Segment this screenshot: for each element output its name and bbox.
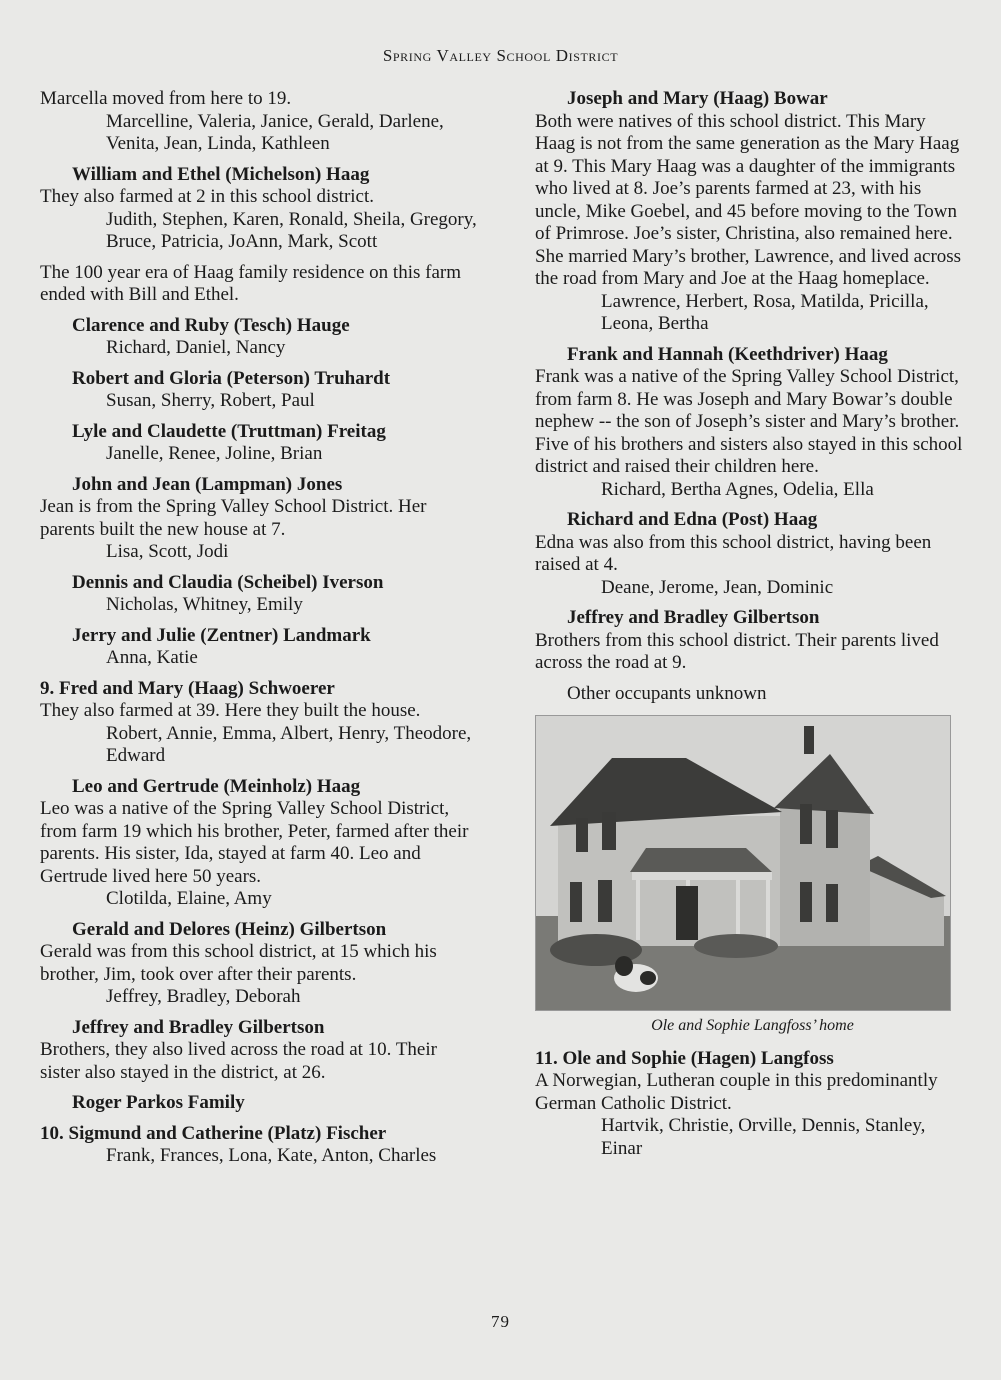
children-list: Jeffrey, Bradley, Deborah (106, 986, 301, 1007)
children-list: Clotilda, Elaine, Amy (106, 888, 272, 909)
children-list: Richard, Bertha Agnes, Odelia, Ella (601, 478, 874, 500)
entry (40, 919, 480, 1009)
family-heading: Clarence and Ruby (Tesch) Hauge (72, 314, 350, 336)
children-list: Richard, Daniel, Nancy (106, 337, 286, 358)
photo-caption: Ole and Sophie Langfoss’ home (651, 1017, 854, 1034)
entry (40, 88, 480, 156)
entry (535, 607, 970, 675)
farm-number-heading: 10. Sigmund and Catherine (Platz) Fischer (40, 1122, 387, 1144)
running-header: Spring Valley School District (382, 46, 619, 65)
entry (40, 1017, 480, 1085)
entry (40, 368, 480, 413)
family-heading: Frank and Hannah (Keethdriver) Haag (567, 343, 888, 365)
children-list: Deane, Jerome, Jean, Dominic (601, 576, 834, 598)
entry-body: A Norwegian, Lutheran couple in this predominantly German Catholic District. (535, 1070, 938, 1114)
family-heading: Jerry and Julie (Zentner) Landmark (72, 624, 371, 646)
family-heading: Joseph and Mary (Haag) Bowar (567, 88, 828, 109)
family-heading: Lyle and Claudette (Truttman) Freitag (72, 420, 386, 442)
children-list: Susan, Sherry, Robert, Paul (106, 390, 315, 411)
page-number: 79 (491, 1312, 510, 1331)
children-list: Janelle, Renee, Joline, Brian (106, 443, 323, 464)
entry-body: Frank was a native of the Spring Valley School District, from farm 8. He was Joseph and Mary Bowar’s double nephew -- the son of Joseph’s sister and Mary’s brother. Five of his brothers and sisters also stayed in this school district and raised their children here. (535, 366, 963, 477)
entry-body: Other occupants unknown (567, 682, 767, 704)
entry (40, 776, 480, 911)
entry (535, 344, 970, 502)
right-column (535, 88, 970, 1168)
entry (535, 683, 970, 706)
entry (40, 1123, 480, 1168)
house-photo (535, 715, 951, 1011)
family-heading: Leo and Gertrude (Meinholz) Haag (72, 775, 361, 797)
children-list: Robert, Annie, Emma, Albert, Henry, Theodore, Edward (106, 722, 472, 766)
entry-body: Jean is from the Spring Valley School District. Her parents built the new house at 7. (40, 496, 427, 540)
family-heading: Jeffrey and Bradley Gilbertson (567, 607, 820, 628)
children-list: Frank, Frances, Lona, Kate, Anton, Charles (106, 1145, 437, 1166)
children-list: Hartvik, Christie, Orville, Dennis, Stanley, Einar (601, 1115, 926, 1159)
entry (40, 1092, 480, 1115)
entry (40, 572, 480, 617)
children-list: Judith, Stephen, Karen, Ronald, Sheila, Gregory, Bruce, Patricia, JoAnn, Mark, Scott (106, 208, 477, 252)
entry (40, 474, 480, 564)
entry (40, 262, 480, 307)
entry-body: Both were natives of this school district. This Mary Haag is not from the same generation as the Mary Haag at 9. This Mary Haag was a daughter of the immigrants who lived at 8. Joe’s parents farmed at 23, with his uncle, Mike Goebel, and 45 before moving to the Town of Primrose. Joe’s sister, Christina, also remained here. She married Mary’s brother, Lawrence, and lived across the road from Mary and Joe at the Haag homeplace. (535, 110, 962, 289)
entry-body: Brothers from this school district. Their parents lived across the road at 9. (535, 629, 939, 673)
entry-body: Gerald was from this school district, at 15 which his brother, Jim, took over after their parents. (40, 941, 437, 985)
entry (40, 678, 480, 768)
entry (535, 509, 970, 599)
family-heading: Roger Parkos Family (72, 1092, 245, 1113)
entry-body: The 100 year era of Haag family residence on this farm ended with Bill and Ethel. (40, 261, 461, 305)
entry-body: Leo was a native of the Spring Valley School District, from farm 19 which his brother, Peter, farmed after their parents. His sister, Ida, stayed at farm 40. Leo and Gertrude lived here 50 years. (40, 798, 469, 887)
children-list: Anna, Katie (106, 647, 198, 668)
family-heading: Richard and Edna (Post) Haag (567, 509, 818, 530)
family-heading: Jeffrey and Bradley Gilbertson (72, 1016, 325, 1038)
entry (40, 315, 480, 360)
entry (40, 421, 480, 466)
children-list: Lawrence, Herbert, Rosa, Matilda, Pricilla, Leona, Bertha (601, 290, 929, 334)
family-heading: Robert and Gloria (Peterson) Truhardt (72, 367, 391, 389)
entry (535, 1048, 970, 1161)
family-heading: Gerald and Delores (Heinz) Gilbertson (72, 918, 387, 940)
family-heading: Dennis and Claudia (Scheibel) Iverson (72, 571, 384, 593)
entry (40, 164, 480, 254)
entry-body: They also farmed at 39. Here they built the house. (40, 700, 421, 721)
family-heading: William and Ethel (Michelson) Haag (72, 163, 370, 185)
farm-number-heading: 11. Ole and Sophie (Hagen) Langfoss (535, 1047, 834, 1069)
entry-body: Edna was also from this school district, having been raised at 4. (535, 531, 932, 575)
entry (535, 88, 970, 336)
entry (40, 625, 480, 670)
children-list: Lisa, Scott, Jodi (106, 541, 229, 562)
entry-body: Marcella moved from here to 19. (40, 88, 292, 109)
children-list: Marcelline, Valeria, Janice, Gerald, Darlene, Venita, Jean, Linda, Kathleen (106, 110, 444, 154)
farm-number-heading: 9. Fred and Mary (Haag) Schwoerer (40, 677, 335, 699)
farmhouse-illustration (536, 716, 950, 1010)
entry-body: Brothers, they also lived across the road at 10. Their sister also stayed in the district, at 26. (40, 1039, 437, 1083)
entry-body: They also farmed at 2 in this school district. (40, 186, 375, 207)
children-list: Nicholas, Whitney, Emily (106, 594, 303, 615)
left-column (40, 88, 480, 1176)
family-heading: John and Jean (Lampman) Jones (72, 473, 343, 495)
